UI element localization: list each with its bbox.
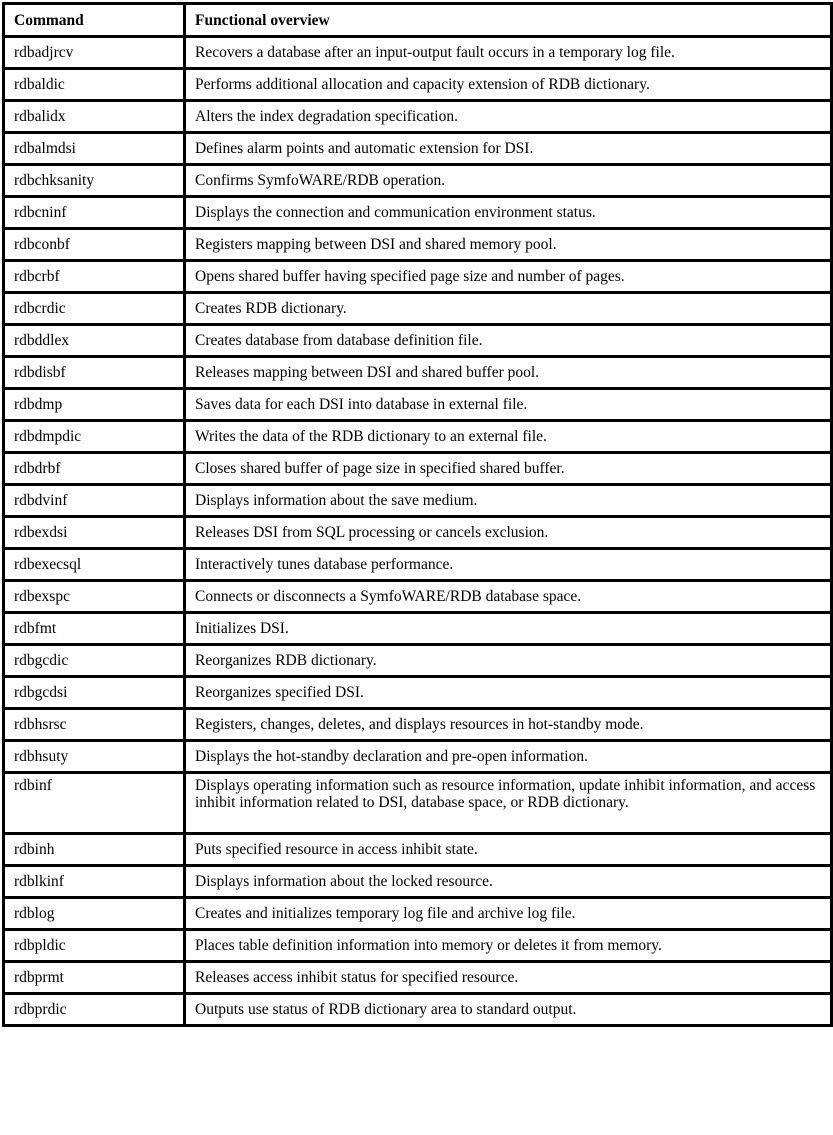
command-cell: rdbfmt: [4, 613, 185, 645]
overview-cell: Reorganizes RDB dictionary.: [185, 645, 832, 677]
overview-cell: Recovers a database after an input-output fault occurs in a temporary log file.: [185, 37, 832, 69]
table-row: [4, 709, 832, 741]
command-cell: rdbcninf: [4, 197, 185, 229]
table-row: [4, 898, 832, 930]
overview-cell: Creates RDB dictionary.: [185, 293, 832, 325]
table-row: [4, 613, 832, 645]
overview-cell: Closes shared buffer of page size in specified shared buffer.: [185, 453, 832, 485]
overview-cell: Alters the index degradation specification.: [185, 101, 832, 133]
overview-cell: Displays operating information such as resource information, update inhibit information, and access inhibit information related to DSI, database space, or RDB dictionary.: [185, 773, 832, 834]
command-table: [2, 2, 833, 1027]
command-cell: rdbgcdsi: [4, 677, 185, 709]
table-row: [4, 453, 832, 485]
overview-cell: Releases access inhibit status for specified resource.: [185, 962, 832, 994]
command-cell: rdbdisbf: [4, 357, 185, 389]
table-row: [4, 866, 832, 898]
command-cell: rdbexdsi: [4, 517, 185, 549]
command-cell: rdbhsuty: [4, 741, 185, 773]
command-cell: rdbgcdic: [4, 645, 185, 677]
command-cell: rdbcrbf: [4, 261, 185, 293]
overview-cell: Registers mapping between DSI and shared memory pool.: [185, 229, 832, 261]
table-row: [4, 165, 832, 197]
table-row: [4, 421, 832, 453]
command-cell: rdbchksanity: [4, 165, 185, 197]
column-header-command: Command: [4, 4, 185, 37]
overview-cell: Reorganizes specified DSI.: [185, 677, 832, 709]
command-cell: rdbprdic: [4, 994, 185, 1026]
table-row: [4, 517, 832, 549]
command-cell: rdblkinf: [4, 866, 185, 898]
command-cell: rdbdvinf: [4, 485, 185, 517]
overview-cell: Opens shared buffer having specified page size and number of pages.: [185, 261, 832, 293]
overview-cell: Defines alarm points and automatic extension for DSI.: [185, 133, 832, 165]
header-row: [4, 4, 832, 37]
command-cell: rdbhsrsc: [4, 709, 185, 741]
command-cell: rdbcrdic: [4, 293, 185, 325]
table-row: [4, 549, 832, 581]
table-row: [4, 229, 832, 261]
table-row: [4, 197, 832, 229]
table-row: [4, 741, 832, 773]
overview-cell: Displays information about the locked resource.: [185, 866, 832, 898]
command-cell: rdbprmt: [4, 962, 185, 994]
overview-cell: Outputs use status of RDB dictionary area to standard output.: [185, 994, 832, 1026]
command-cell: rdbconbf: [4, 229, 185, 261]
table-row: [4, 994, 832, 1026]
command-cell: rdbdmpdic: [4, 421, 185, 453]
table-row: [4, 101, 832, 133]
overview-cell: Initializes DSI.: [185, 613, 832, 645]
table-row: [4, 325, 832, 357]
table-row: [4, 677, 832, 709]
table-row: [4, 37, 832, 69]
overview-cell: Displays the hot-standby declaration and pre-open information.: [185, 741, 832, 773]
table-row: [4, 962, 832, 994]
overview-cell: Creates database from database definition file.: [185, 325, 832, 357]
overview-cell: Confirms SymfoWARE/RDB operation.: [185, 165, 832, 197]
table-row: [4, 69, 832, 101]
table-row: [4, 581, 832, 613]
overview-cell: Releases mapping between DSI and shared buffer pool.: [185, 357, 832, 389]
overview-cell: Places table definition information into memory or deletes it from memory.: [185, 930, 832, 962]
overview-cell: Displays the connection and communication environment status.: [185, 197, 832, 229]
overview-cell: Writes the data of the RDB dictionary to an external file.: [185, 421, 832, 453]
overview-cell: Creates and initializes temporary log file and archive log file.: [185, 898, 832, 930]
command-cell: rdbadjrcv: [4, 37, 185, 69]
command-cell: rdbinf: [4, 773, 185, 834]
table-row: [4, 834, 832, 866]
command-cell: rdbinh: [4, 834, 185, 866]
table-row: [4, 133, 832, 165]
overview-cell: Performs additional allocation and capacity extension of RDB dictionary.: [185, 69, 832, 101]
table-body: [4, 37, 832, 1026]
table-row: [4, 389, 832, 421]
column-header-overview: Functional overview: [185, 4, 832, 37]
overview-cell: Registers, changes, deletes, and displays resources in hot-standby mode.: [185, 709, 832, 741]
command-cell: rdbaldic: [4, 69, 185, 101]
table-row: [4, 485, 832, 517]
command-cell: rdbalidx: [4, 101, 185, 133]
table-header: [4, 4, 832, 37]
table-row: [4, 930, 832, 962]
command-cell: rdbalmdsi: [4, 133, 185, 165]
table-row: [4, 773, 832, 834]
table-row: [4, 357, 832, 389]
overview-cell: Puts specified resource in access inhibit state.: [185, 834, 832, 866]
command-cell: rdblog: [4, 898, 185, 930]
command-cell: rdbexecsql: [4, 549, 185, 581]
overview-cell: Saves data for each DSI into database in external file.: [185, 389, 832, 421]
overview-cell: Releases DSI from SQL processing or cancels exclusion.: [185, 517, 832, 549]
table-row: [4, 293, 832, 325]
overview-cell: Connects or disconnects a SymfoWARE/RDB database space.: [185, 581, 832, 613]
overview-cell: Displays information about the save medium.: [185, 485, 832, 517]
command-cell: rdbdrbf: [4, 453, 185, 485]
command-cell: rdbexspc: [4, 581, 185, 613]
command-cell: rdbdmp: [4, 389, 185, 421]
command-cell: rdbddlex: [4, 325, 185, 357]
command-cell: rdbpldic: [4, 930, 185, 962]
overview-cell: Interactively tunes database performance.: [185, 549, 832, 581]
table-row: [4, 261, 832, 293]
table-row: [4, 645, 832, 677]
